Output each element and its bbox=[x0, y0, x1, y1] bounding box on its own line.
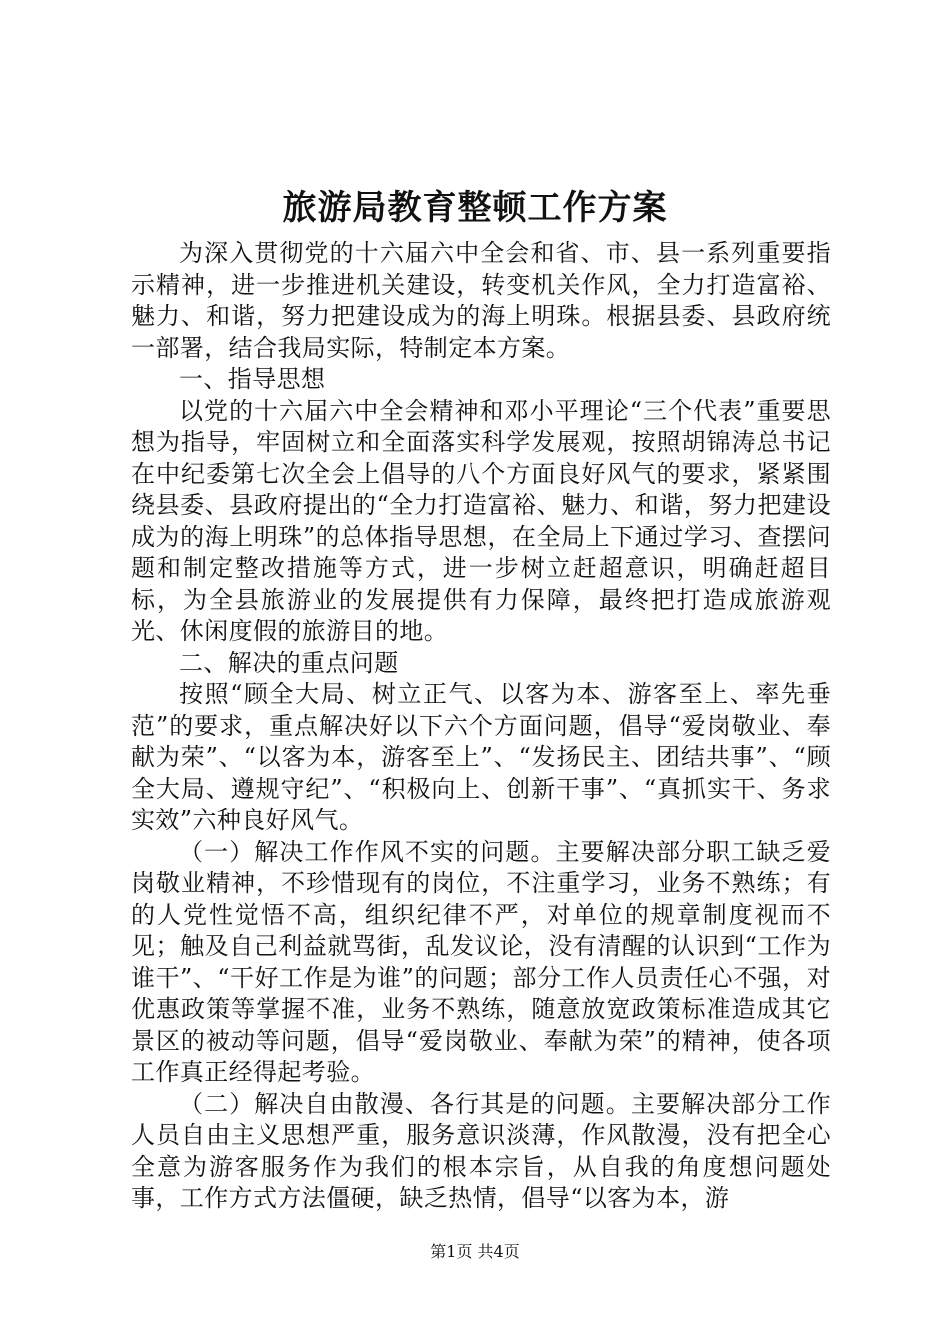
page-number-footer: 第1页 共4页 bbox=[430, 1242, 520, 1261]
paragraph-key-issues: 按照“顾全大局、树立正气、以客为本、游客至上、率先垂范”的要求，重点解决好以下六个方面问题，倡导“爱岗敬业、奉献为荣”、“以客为本，游客至上”、“发扬民主、团结共事”、“顾全大局、遵规守纪”、“积极向上、创新干事”、“真抓实干、务求实效”六种良好风气。 bbox=[131, 680, 831, 834]
document-body bbox=[131, 238, 831, 1215]
section-heading-guiding-thought: 一、指导思想 bbox=[179, 365, 326, 393]
section-heading-key-issues: 二、解决的重点问题 bbox=[179, 648, 399, 677]
paragraph-issue-one: （一）解决工作作风不实的问题。主要解决部分职工缺乏爱岗敬业精神，不珍惜现有的岗位，不注重学习，业务不熟练；有的人党性觉悟不高，组织纪律不严，对单位的规章制度视而不见；触及自己利益就骂街，乱发议论，没有清醒的认识到“工作为谁干”、“干好工作是为谁”的问题；部分工作人员责任心不强，对优惠政策等掌握不准，业务不熟练，随意放宽政策标准造成其它景区的被动等问题，倡导“爱岗敬业、奉献为荣”的精神，使各项工作真正经得起考验。 bbox=[131, 837, 831, 1086]
document-title: 旅游局教育整顿工作方案 bbox=[282, 188, 668, 228]
paragraph-guiding-thought: 以党的十六届六中全会精神和邓小平理论“三个代表”重要思想为指导，牢固树立和全面落实科学发展观，按照胡锦涛总书记在中纪委第七次全会上倡导的八个方面良好风气的要求，紧紧围绕县委、县政府提出的“全力打造富裕、魅力、和谐，努力把建设成为的海上明珠”的总体指导思想，在全局上下通过学习、查摆问题和制定整改措施等方式，进一步树立赶超意识，明确赶超目标，为全县旅游业的发展提供有力保障，最终把打造成旅游观光、休闲度假的旅游目的地。 bbox=[131, 396, 831, 645]
paragraph-intro: 为深入贯彻党的十六届六中全会和省、市、县一系列重要指示精神，进一步推进机关建设，转变机关作风，全力打造富裕、魅力、和谐，努力把建设成为的海上明珠。根据县委、县政府统一部署，结合我局实际，特制定本方案。 bbox=[131, 239, 831, 362]
paragraph-issue-two: （二）解决自由散漫、各行其是的问题。主要解决部分工作人员自由主义思想严重，服务意识淡薄，作风散漫，没有把全心全意为游客服务作为我们的根本宗旨，从自我的角度想问题处事，工作方式方法僵硬，缺乏热情，倡导“以客为本，游 bbox=[131, 1089, 831, 1212]
